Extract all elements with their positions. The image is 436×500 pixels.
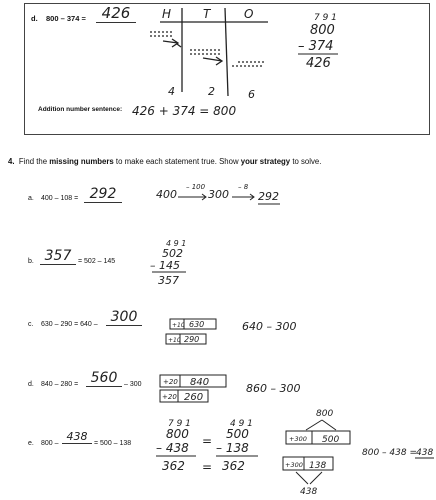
a-step2: – 8 (238, 183, 249, 191)
chart-header-t: T (203, 7, 211, 21)
e-work1-result: 362 (162, 459, 185, 473)
item-b-answer: 357 (40, 248, 76, 265)
b-sub: – 145 (150, 259, 180, 272)
chart-digit-ones: 6 (248, 88, 255, 101)
c-tape-bottom-add: +10 (168, 337, 181, 344)
part-d-label: d. (31, 14, 38, 23)
chart-header-o: O (244, 7, 254, 21)
e-bond-right: 500 (322, 435, 340, 445)
item-e-equation-1: 800 – (41, 440, 59, 447)
question-4-heading: 4. Find the missing numbers to make each statement true. Show your strategy to solve. (8, 157, 322, 166)
c-result: 640 – 300 (242, 320, 297, 333)
item-d-label: d. (28, 381, 34, 388)
e-work1-regroup: 7 9 1 (168, 419, 191, 429)
e-equals-2: = (202, 460, 213, 474)
e-work1-sub: – 438 (156, 441, 189, 455)
part-d-equation: 800 – 374 = (46, 14, 86, 23)
d-tape-top-value: 840 (190, 377, 210, 388)
e-tape-left: +300 (285, 461, 303, 469)
b-result: 357 (158, 274, 179, 287)
a-start: 400 (156, 188, 177, 201)
e-tape-right: 138 (309, 461, 327, 471)
e-work1-top: 800 (166, 427, 189, 441)
d-tape-bottom-add: +20 (162, 393, 177, 401)
chart-header-h: H (162, 7, 172, 21)
part-d-top: 800 (310, 23, 335, 38)
part-d-answer: 426 (96, 4, 136, 23)
chart-digit-tens: 2 (208, 85, 215, 98)
part-d-result: 426 (306, 56, 331, 71)
d-tape-top-add: +20 (163, 378, 178, 386)
d-result: 860 – 300 (246, 382, 301, 395)
part-d-sub: – 374 (298, 39, 334, 54)
item-e-answer: 438 (62, 430, 92, 444)
item-a-equation: 400 – 108 = (41, 195, 79, 202)
a-mid: 300 (208, 188, 229, 201)
e-final: 800 – 438 = (362, 448, 417, 458)
c-tape-top-add: +10 (172, 322, 185, 329)
addition-sentence-label: Addition number sentence: (38, 106, 123, 113)
e-work2-result: 362 (222, 459, 245, 473)
c-tape-top-value: 630 (189, 320, 205, 329)
b-regroup: 4 9 1 (166, 239, 187, 248)
e-work2-top: 500 (226, 427, 249, 441)
addition-sentence: 426 + 374 = 800 (132, 104, 237, 118)
item-d-equation-1: 840 – 280 = (41, 381, 79, 388)
item-c-label: c. (28, 321, 34, 328)
c-tape-bottom-value: 290 (184, 335, 200, 344)
e-equals-1: = (202, 434, 213, 448)
item-b-label: b. (28, 258, 34, 265)
e-final-answer: 438 (416, 448, 434, 458)
item-a-label: a. (28, 195, 34, 202)
item-d-equation-2: – 300 (124, 381, 142, 388)
item-c-equation: 630 – 290 = 640 – (41, 321, 98, 328)
item-d-answer: 560 (86, 370, 122, 387)
part-d-regroup: 7 9 1 (314, 13, 337, 23)
chart-digit-hundreds: 4 (168, 85, 175, 98)
e-work2-sub: – 138 (216, 441, 249, 455)
e-bond-left: +300 (289, 435, 307, 443)
e-bond-top: 800 (316, 409, 334, 419)
item-e-label: e. (28, 440, 34, 447)
a-step1: – 100 (186, 183, 206, 191)
item-b-equation: = 502 – 145 (78, 258, 116, 265)
a-end: 292 (258, 190, 279, 203)
item-e-equation-2: = 500 – 138 (94, 440, 132, 447)
place-value-chart (150, 8, 268, 96)
b-top: 502 (162, 247, 183, 260)
e-bond-bottom: 438 (300, 487, 318, 497)
e-work2-regroup: 4 9 1 (230, 419, 253, 429)
item-a-answer: 292 (84, 186, 122, 203)
item-c-answer: 300 (106, 309, 142, 326)
d-tape-bottom-value: 260 (184, 392, 204, 403)
